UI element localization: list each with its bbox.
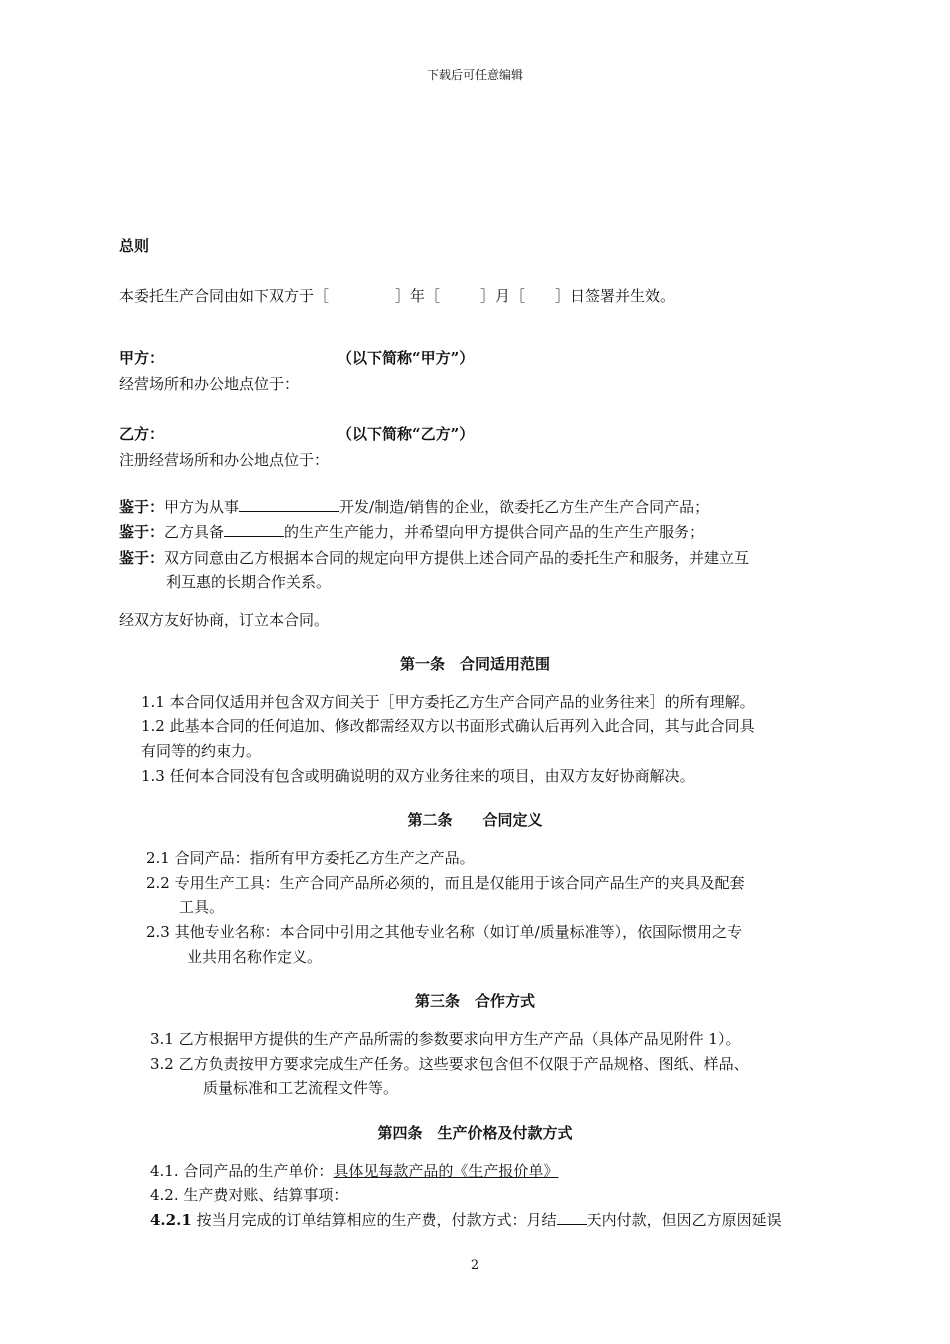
whereas-2-text-b: 的生产生产能力，并希望向甲方提供合同产品的生产生产服务； xyxy=(284,523,705,541)
article-1-title: 第一条 合同适用范围 xyxy=(399,655,550,673)
price-quote-reference: 具体见每款产品的《生产报价单》 xyxy=(333,1162,559,1180)
clause-4-2-1 xyxy=(150,1210,782,1230)
clause-1-3: 1.3 任何本合同没有包含或明确说明的双方业务往来的项目，由双方友好协商解决。 xyxy=(141,767,695,785)
clause-2-2-line-1: 2.2 专用生产工具：生产合同产品所必须的，而且是仅能用于该合同产品生产的夹具及配套 xyxy=(146,874,745,892)
blank-line xyxy=(239,497,339,512)
party-b-address: 注册经营场所和办公地点位于： xyxy=(119,451,330,469)
party-a-alias: （以下简称“甲方”） xyxy=(337,349,475,367)
whereas-2-text-a: 乙方具备 xyxy=(164,523,225,541)
whereas-label: 鉴于： xyxy=(119,549,165,567)
article-2-title: 第二条 合同定义 xyxy=(407,811,543,829)
article-4-title: 第四条 生产价格及付款方式 xyxy=(377,1124,573,1142)
clause-2-1: 2.1 合同产品：指所有甲方委托乙方生产之产品。 xyxy=(146,849,475,867)
intro-day: ］日签署并生效。 xyxy=(555,287,676,305)
page-header: 下载后可任意编辑 xyxy=(426,68,523,82)
whereas-1-text-a: 甲方为从事 xyxy=(164,498,240,516)
section-title-general: 总则 xyxy=(119,237,150,255)
intro-paragraph xyxy=(119,286,675,306)
clause-4-2-1-text-a: 按当月完成的订单结算相应的生产费，付款方式：月结 xyxy=(196,1211,557,1229)
clause-4-2-1-text-b: 天内付款，但因乙方原因延误 xyxy=(586,1211,782,1229)
party-a-address: 经营场所和办公地点位于： xyxy=(119,375,300,393)
clause-2-2-line-2: 工具。 xyxy=(179,898,225,916)
intro-month: ］月［ xyxy=(480,287,526,305)
whereas-label: 鉴于： xyxy=(119,498,165,516)
whereas-2 xyxy=(119,522,704,542)
whereas-3 xyxy=(119,548,749,568)
whereas-3-line-2: 利互惠的长期合作关系。 xyxy=(166,573,332,591)
party-b-alias: （以下简称“乙方”） xyxy=(337,425,475,443)
clause-3-2-line-2: 质量标准和工艺流程文件等。 xyxy=(203,1079,399,1097)
clause-2-3-line-1: 2.3 其他专业名称：本合同中引用之其他专业名称（如订单/质量标准等），依国际惯用之专 xyxy=(146,923,743,941)
intro-year: ］年［ xyxy=(395,287,441,305)
clause-1-1: 1.1 本合同仅适用并包含双方间关于［甲方委托乙方生产合同产品的业务往来］的所有理解。 xyxy=(141,693,755,711)
intro-text-start: 本委托生产合同由如下双方于［ xyxy=(119,287,330,305)
clause-1-2-line-2: 有同等的约束力。 xyxy=(141,742,262,760)
whereas-label: 鉴于： xyxy=(119,523,165,541)
page-number: 2 xyxy=(470,1258,480,1273)
article-3-title: 第三条 合作方式 xyxy=(414,992,535,1010)
clause-4-2: 4.2. 生产费对账、结算事项： xyxy=(150,1186,349,1204)
agreement-statement: 经双方友好协商，订立本合同。 xyxy=(119,611,330,629)
clause-2-3-line-2: 业共用名称作定义。 xyxy=(187,948,323,966)
clause-3-1: 3.1 乙方根据甲方提供的生产产品所需的参数要求向甲方生产产品（具体产品见附件 1）。 xyxy=(150,1030,741,1048)
clause-4-2-1-number: 4.2.1 xyxy=(150,1211,192,1229)
clause-4-1-label: 4.1. 合同产品的生产单价： xyxy=(150,1162,334,1180)
clause-1-2-line-1: 1.2 此基本合同的任何追加、修改都需经双方以书面形式确认后再列入此合同，其与此合同具 xyxy=(141,717,755,735)
whereas-1 xyxy=(119,497,709,517)
party-a-label: 甲方： xyxy=(119,349,165,367)
clause-3-2-line-1: 3.2 乙方负责按甲方要求完成生产任务。这些要求包含但不仅限于产品规格、图纸、样品、 xyxy=(150,1055,749,1073)
blank-line xyxy=(224,522,284,537)
blank-line xyxy=(557,1210,587,1225)
party-b-label: 乙方： xyxy=(119,425,165,443)
whereas-3-line-1: 双方同意由乙方根据本合同的规定向甲方提供上述合同产品的委托生产和服务，并建立互 xyxy=(164,549,750,567)
clause-4-1 xyxy=(150,1161,558,1181)
whereas-1-text-b: 开发/制造/销售的企业，欲委托乙方生产生产合同产品； xyxy=(339,498,710,516)
